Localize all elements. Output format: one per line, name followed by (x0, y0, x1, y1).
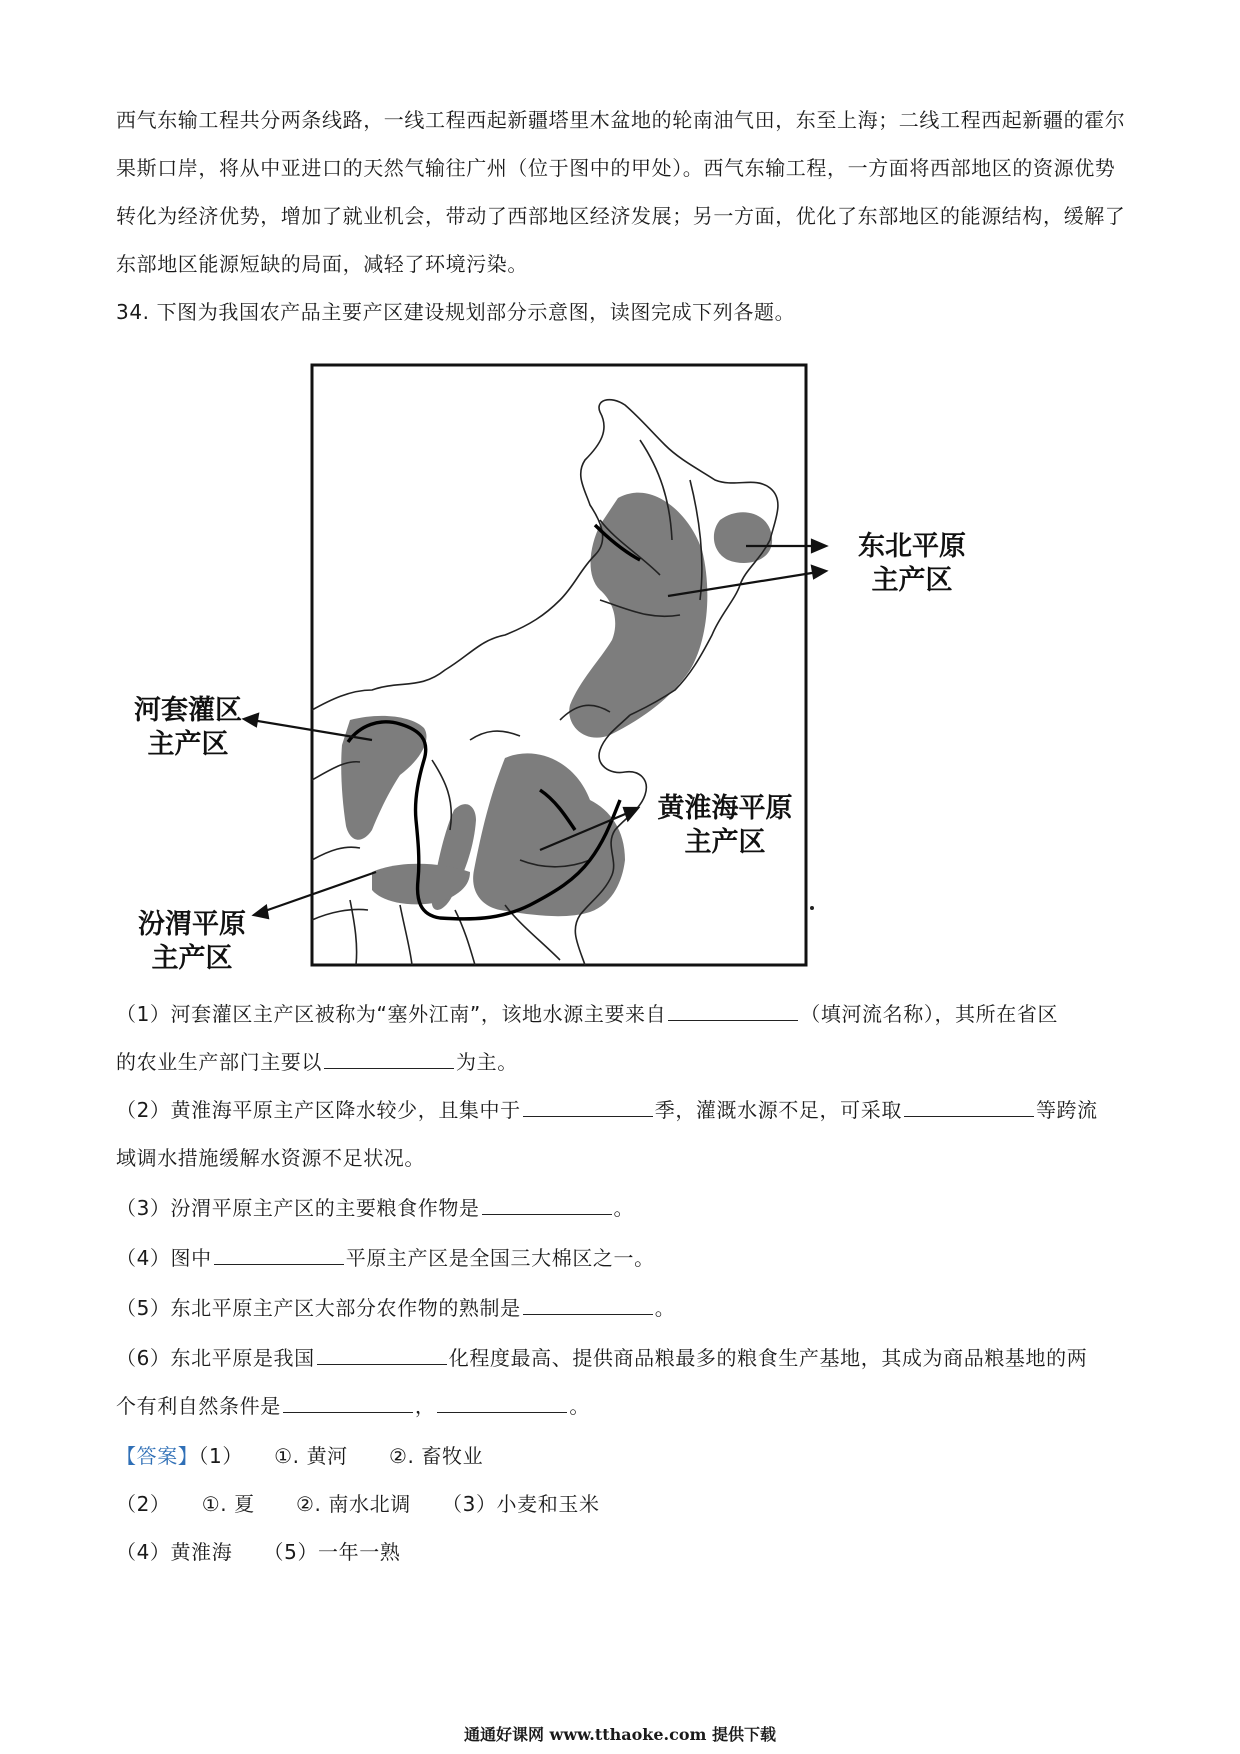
q6-blank3[interactable] (437, 1390, 567, 1413)
q1-blank1[interactable] (668, 998, 798, 1021)
page-footer: 通通好课网 www.tthaoke.com 提供下载 (463, 1725, 777, 1744)
q5-line: （5）东北平原主产区大部分农作物的熟制是 。 (116, 1292, 675, 1324)
q1-blank2[interactable] (324, 1046, 454, 1069)
q4-line: （4）图中 平原主产区是全国三大棉区之一。 (116, 1242, 655, 1274)
label-fenwei-line1: 汾渭平原 (138, 909, 246, 940)
q2-blank1[interactable] (523, 1094, 653, 1117)
q6-line2: 个有利自然条件是 ， 。 (116, 1390, 590, 1422)
q5-blank[interactable] (523, 1292, 653, 1315)
north-boundary (312, 400, 778, 715)
intro-paragraph: 西气东输工程共分两条线路，一线工程西起新疆塔里木盆地的轮南油气田，东至上海；二线工程西起新疆的霍尔果斯口岸，将从中亚进口的天然气输往广州（位于图中的甲处）。西气东输工程，一方面将西部地区的资源优势转化为经济优势，增加了就业机会，带动了西部地区经济发展；另一方面，优化了东部地区的能源结构，缓解了东部地区能源短缺的局面，减轻了环境污染。 (116, 108, 1126, 276)
northeast-zone-main (569, 493, 707, 738)
question-stem: 34. 下图为我国农产品主要产区建设规划部分示意图，读图完成下列各题。 (116, 300, 796, 324)
label-huanghuaihai-line2: 主产区 (684, 827, 766, 858)
answer-line1 (116, 1440, 483, 1472)
northeast-zone-east (714, 512, 772, 563)
label-northeast-plain (832, 530, 992, 598)
q3-line: （3）汾渭平原主产区的主要粮食作物是 。 (116, 1192, 634, 1224)
label-hetao-line2: 主产区 (147, 729, 229, 760)
label-northeast-line2: 主产区 (871, 565, 953, 596)
q3-blank[interactable] (482, 1192, 612, 1215)
answer-text1: （1） ①. 黄河 ②. 畜牧业 (198, 1444, 484, 1468)
answer-line2: （2） ①. 夏 ②. 南水北调 （3）小麦和玉米 (116, 1492, 600, 1516)
label-huanghuaihai (640, 792, 810, 860)
answer-line3: （4）黄淮海 （5）一年一熟 (116, 1540, 401, 1564)
q6-line1: （6）东北平原是我国 化程度最高、提供商品粮最多的粮食生产基地，其成为商品粮基地的两 (116, 1342, 1087, 1374)
answer-tag: 【答案】 (116, 1444, 199, 1468)
q6-blank1[interactable] (317, 1342, 447, 1365)
label-fenwei-line2: 主产区 (151, 943, 233, 974)
q1-line2: 的农业生产部门主要以 为主。 (116, 1046, 518, 1078)
q2-line1: （2）黄淮海平原主产区降水较少，且集中于 季，灌溉水源不足，可采取 等跨流 (116, 1094, 1098, 1126)
label-hetao (118, 694, 258, 762)
q4-blank[interactable] (214, 1242, 344, 1265)
q2-blank2[interactable] (904, 1094, 1034, 1117)
q2-line2: 域调水措施缓解水资源不足状况。 (116, 1146, 425, 1170)
q6-blank2[interactable] (283, 1390, 413, 1413)
fenwei-zone-lower (372, 864, 470, 905)
label-fenwei (122, 908, 262, 976)
arrow-fenwei (262, 872, 376, 912)
label-northeast-line1: 东北平原 (858, 531, 966, 562)
label-hetao-line1: 河套灌区 (134, 695, 242, 726)
label-huanghuaihai-line1: 黄淮海平原 (657, 793, 793, 824)
q1-line1: （1）河套灌区主产区被称为“塞外江南”，该地水源主要来自 （填河流名称），其所在省区 (116, 998, 1058, 1030)
